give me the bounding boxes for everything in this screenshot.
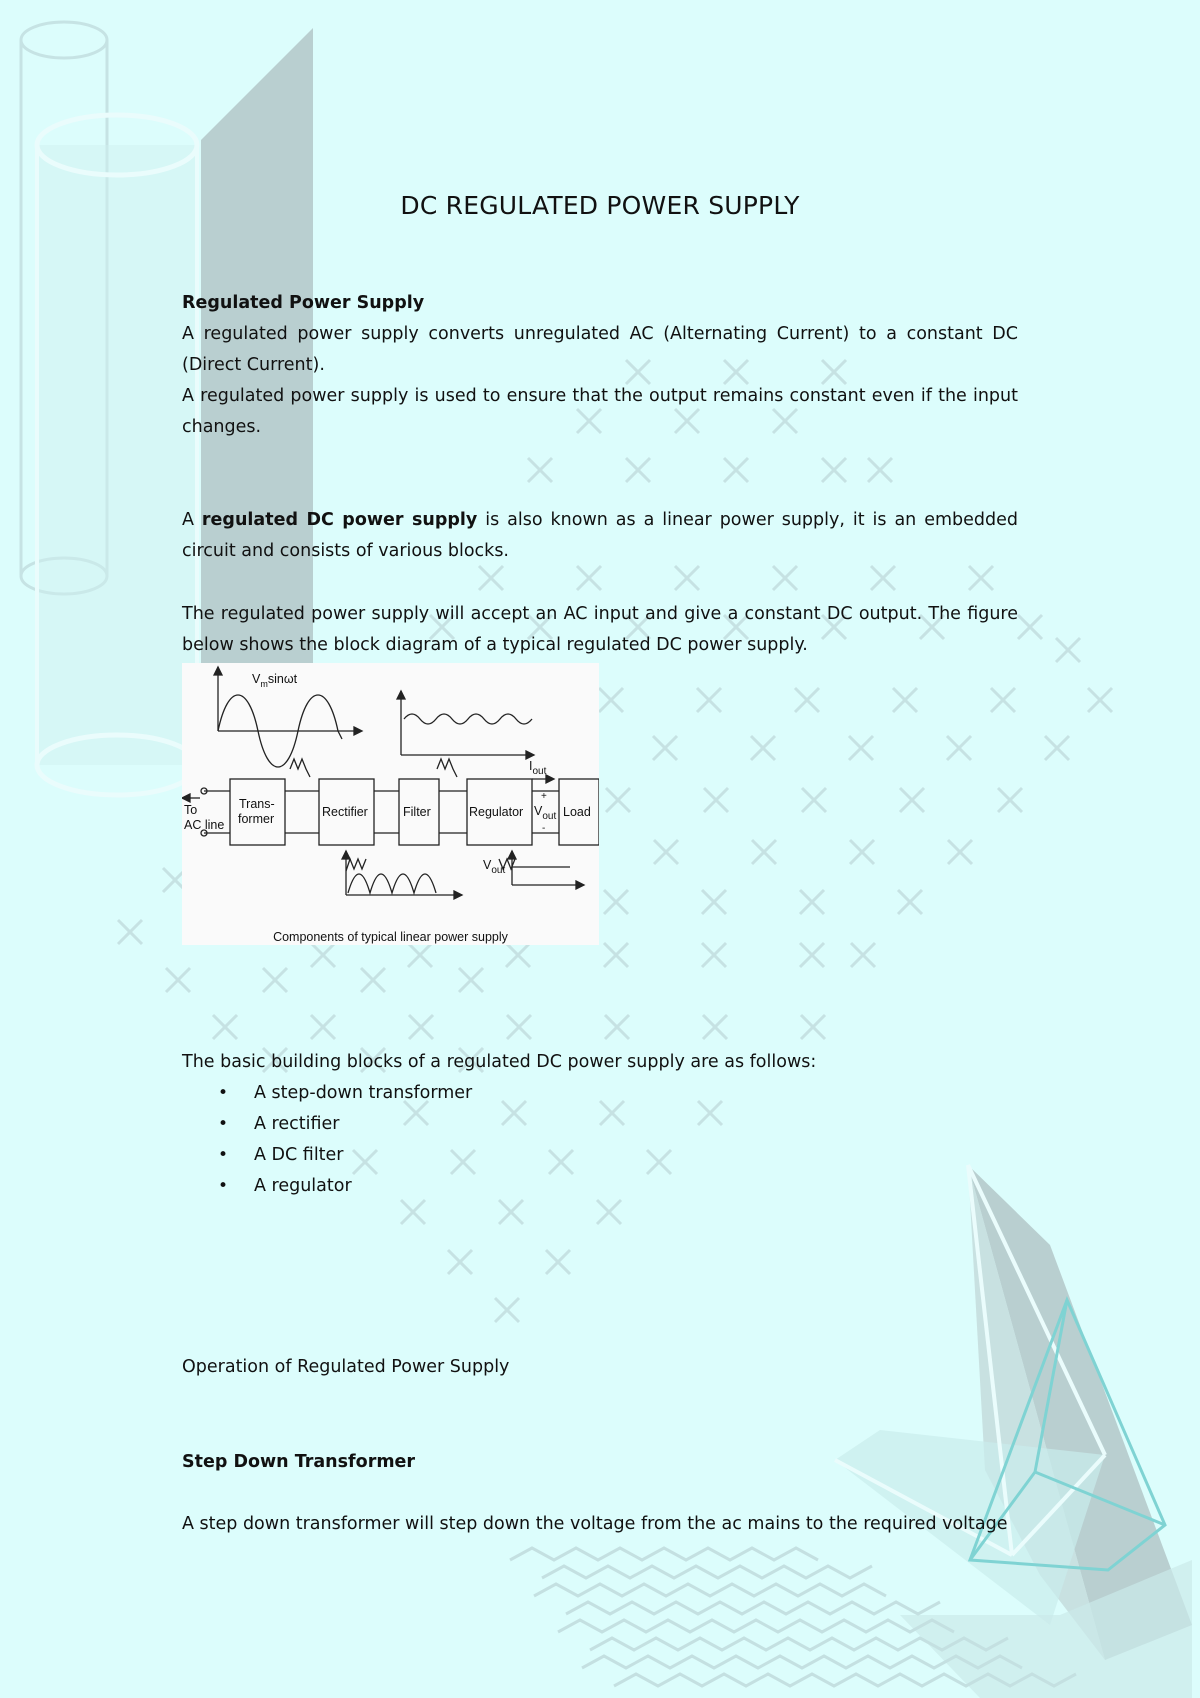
- pointer-wave: [437, 759, 457, 777]
- paragraph-3-lead: A: [182, 510, 202, 530]
- pointer-wave: [346, 859, 366, 871]
- transformer-label-1: Trans-: [239, 797, 275, 811]
- bullet-icon: •: [218, 1114, 229, 1134]
- pointer-wave: [290, 759, 310, 777]
- document-body: [182, 288, 1018, 1540]
- rectifier-label: Rectifier: [322, 805, 368, 819]
- document-title: DC REGULATED POWER SUPPLY: [400, 190, 800, 220]
- spacer: [182, 1383, 1018, 1447]
- axis-arrow: [576, 881, 584, 889]
- axis-arrow: [397, 691, 405, 699]
- block-diagram: [182, 663, 599, 945]
- list-item-text: A regulator: [254, 1176, 352, 1196]
- axis-arrow: [354, 727, 362, 735]
- plus-label: +: [541, 791, 547, 802]
- axis-arrow: [214, 667, 222, 675]
- bullet-icon: •: [218, 1176, 229, 1196]
- paragraph-4: The regulated power supply will accept an AC input and give a constant DC output. The figure below shows the block diagram of a typical regulated DC power supply.: [182, 604, 1018, 655]
- paragraph-1: A regulated power supply converts unregulated AC (Alternating Current) to a constant DC (Direct Current).: [182, 324, 1018, 375]
- regulator-label: Regulator: [469, 805, 524, 819]
- paragraph-3-rest: is also known as a linear power supply, it is an embedded circuit and consists of various blocks.: [182, 510, 1018, 561]
- ac-to-label: To: [184, 803, 198, 817]
- ripple-wave: [404, 714, 532, 724]
- blocks-intro: The basic building blocks of a regulated DC power supply are as follows:: [182, 1052, 817, 1072]
- figure-caption: Components of typical linear power supply: [273, 930, 508, 944]
- bullet-icon: •: [218, 1145, 229, 1165]
- filter-label: Filter: [403, 805, 431, 819]
- list-item: [182, 1171, 1018, 1202]
- step-down-heading: Step Down Transformer: [182, 1452, 416, 1472]
- axis-arrow: [508, 851, 516, 859]
- axis-arrow: [342, 851, 350, 859]
- bullet-icon: •: [218, 1083, 229, 1103]
- spacer: [182, 443, 1018, 505]
- step-down-text: A step down transformer will step down the voltage from the ac mains to the required voltage: [182, 1514, 1008, 1534]
- load-label: Load: [563, 805, 591, 819]
- paragraph-3-bold: regulated DC power supply: [201, 510, 478, 530]
- ac-arrow-head: [182, 794, 190, 802]
- vout-block-label: $V_{out}$: [534, 804, 557, 822]
- spacer: [182, 1478, 1018, 1509]
- rectified-wave: [348, 874, 436, 893]
- input-wave-label: $V_m\sin\omega t$: [252, 672, 298, 689]
- ac-line-label: AC line: [184, 818, 225, 832]
- list-item: [182, 1078, 1018, 1109]
- operation-heading: Operation of Regulated Power Supply: [182, 1357, 510, 1377]
- list-item: [182, 1140, 1018, 1171]
- list-item-text: A DC filter: [254, 1145, 344, 1165]
- iout-label: $I_{out}$: [529, 759, 547, 777]
- list-item-text: A rectifier: [254, 1114, 340, 1134]
- section-heading-regulated: Regulated Power Supply: [182, 293, 425, 313]
- blocks-list: [182, 1078, 1018, 1202]
- axis-arrow: [454, 891, 462, 899]
- paragraph-3: [182, 505, 1018, 567]
- spacer: [182, 945, 1018, 1047]
- spacer: [182, 1202, 1018, 1352]
- paragraph-2: A regulated power supply is used to ensure that the output remains constant even if the input changes.: [182, 386, 1018, 437]
- list-item: [182, 1109, 1018, 1140]
- vout-graph-label: $V_{out}$: [483, 858, 506, 876]
- minus-label: -: [542, 823, 546, 834]
- spacer: [182, 567, 1018, 599]
- axis-arrow: [526, 751, 534, 759]
- block-diagram-figure: [182, 663, 599, 945]
- transformer-label-2: former: [238, 812, 275, 826]
- list-item-text: A step-down transformer: [254, 1083, 473, 1103]
- iout-arrow-head: [546, 775, 554, 783]
